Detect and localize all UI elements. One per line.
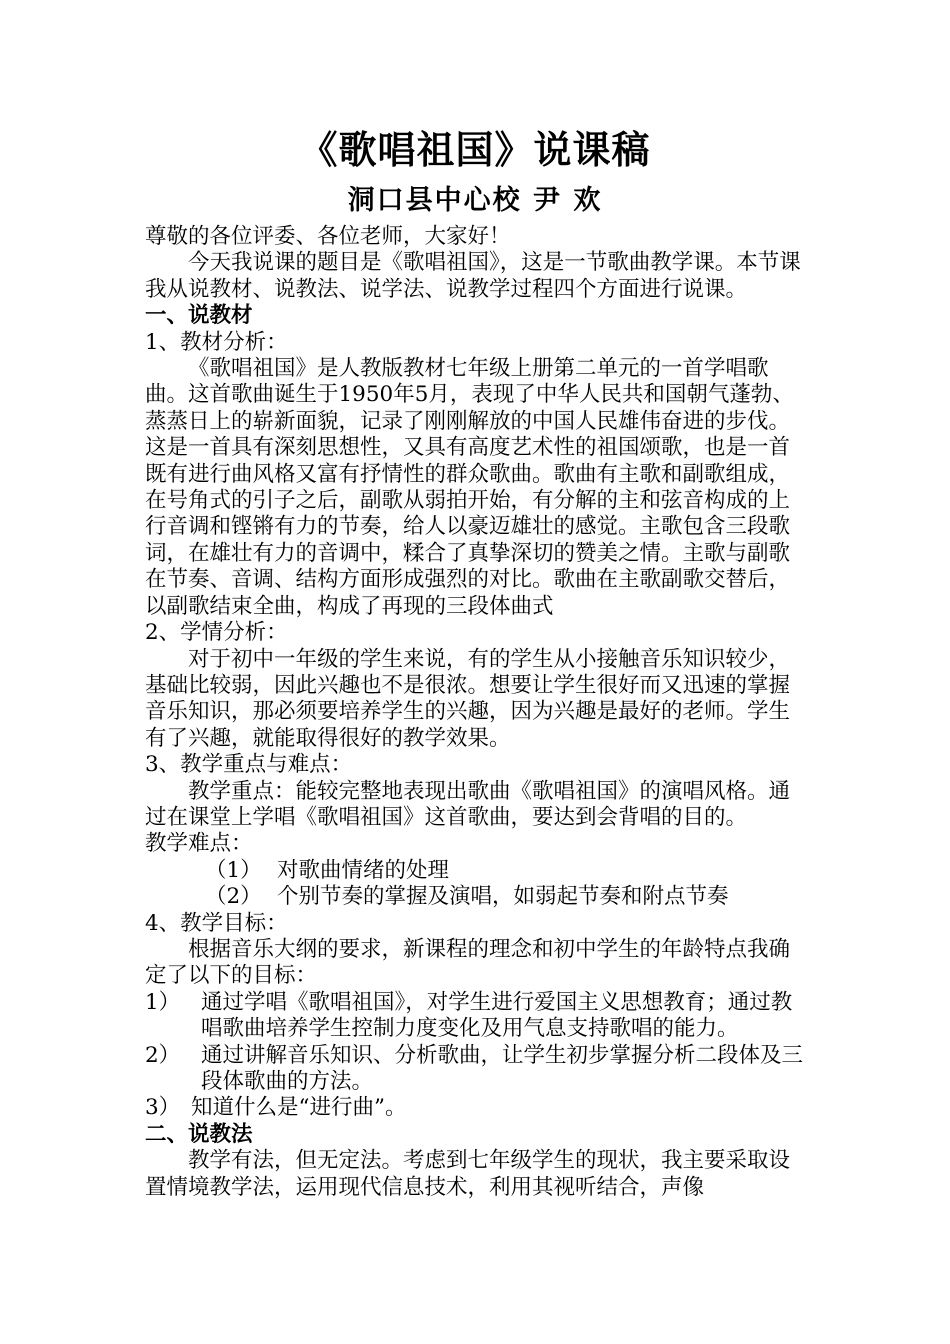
objective-item-text: 知道什么是“进行曲”。 bbox=[191, 1095, 407, 1121]
learners-paragraph: 对于初中一年级的学生来说，有的学生从小接触音乐知识较少，基础比较弱，因此兴趣也不是很浓。想要让学生很好而又迅速的掌握音乐知识，那必须要培养学生的兴趣，因为兴趣是最好的老师。学生有了兴趣，就能取得很好的教学效果。 bbox=[145, 646, 791, 751]
focus-paragraph: 教学重点：能较完整地表现出歌曲《歌唱祖国》的演唱风格。通过在课堂上学唱《歌唱祖国》这首歌曲，要达到会背唱的目的。 bbox=[145, 778, 791, 830]
difficulty-item-text: 对歌曲情绪的处理 bbox=[277, 857, 450, 883]
difficulty-item-number: （2） bbox=[205, 884, 262, 910]
analysis-label: 1、教材分析： bbox=[145, 329, 288, 355]
difficulty-item-text: 个别节奏的掌握及演唱，如弱起节奏和附点节奏 bbox=[277, 884, 729, 910]
objectives-label: 4、教学目标： bbox=[145, 910, 288, 936]
learners-label: 2、学情分析： bbox=[145, 620, 288, 646]
document-body bbox=[145, 224, 810, 1201]
difficulty-label: 教学难点： bbox=[145, 831, 253, 857]
objective-item-text: 通过学唱《歌唱祖国》，对学生进行爱国主义思想教育；通过教唱歌曲培养学生控制力度变化及用气息支持歌唱的能力。 bbox=[201, 989, 793, 1042]
difficulty-item bbox=[145, 858, 810, 884]
objective-item bbox=[145, 1095, 810, 1121]
objective-item bbox=[145, 990, 810, 1043]
objective-item-number: 3） bbox=[145, 1095, 181, 1121]
document-subtitle: 洞口县中心校 尹 欢 bbox=[347, 185, 603, 216]
difficulty-item bbox=[145, 884, 810, 910]
analysis-paragraph: 《歌唱祖国》是人教版教材七年级上册第二单元的一首学唱歌曲。这首歌曲诞生于1950年5月，表现了中华人民共和国朝气蓬勃、蒸蒸日上的崭新面貌，记录了刚刚解放的中国人民雄伟奋进的步伐。这是一首具有深刻思想性，又具有高度艺术性的祖国颂歌，也是一首既有进行曲风格又富有抒情性的群众歌曲。歌曲有主歌和副歌组成，在号角式的引子之后，副歌从弱拍开始，有分解的主和弦音构成的上行音调和铿锵有力的节奏，给人以豪迈雄壮的感觉。主歌包含三段歌词，在雄壮有力的音调中，糅合了真挚深切的赞美之情。主歌与副歌在节奏、音调、结构方面形成强烈的对比。歌曲在主歌副歌交替后，以副歌结束全曲，构成了再现的三段体曲式 bbox=[145, 356, 794, 619]
greeting: 尊敬的各位评委、各位老师，大家好！ bbox=[145, 224, 511, 249]
keypoints-label: 3、教学重点与难点： bbox=[145, 752, 353, 778]
document-title: 《歌唱祖国》说课稿 bbox=[299, 128, 651, 172]
objective-item-text: 通过讲解音乐知识、分析歌曲，让学生初步掌握分析二段体及三段体歌曲的方法。 bbox=[201, 1042, 804, 1094]
section-heading-method: 二、说教法 bbox=[145, 1121, 253, 1147]
objectives-intro: 根据音乐大纲的要求，新课程的理念和初中学生的年龄特点我确定了以下的目标： bbox=[145, 936, 791, 989]
objective-item-number: 1） bbox=[145, 989, 181, 1015]
objective-item bbox=[145, 1043, 810, 1096]
objective-item-number: 2） bbox=[145, 1042, 181, 1068]
method-paragraph: 教学有法，但无定法。考虑到七年级学生的现状，我主要采取设置情境教学法，运用现代信息技术，利用其视听结合，声像 bbox=[145, 1148, 791, 1200]
section-heading-textbook: 一、说教材 bbox=[145, 303, 253, 329]
difficulty-item-number: （1） bbox=[205, 857, 262, 883]
intro-paragraph: 今天我说课的题目是《歌唱祖国》，这是一节歌曲教学课。本节课我从说教材、说教法、说学法、说教学过程四个方面进行说课。 bbox=[145, 250, 801, 302]
